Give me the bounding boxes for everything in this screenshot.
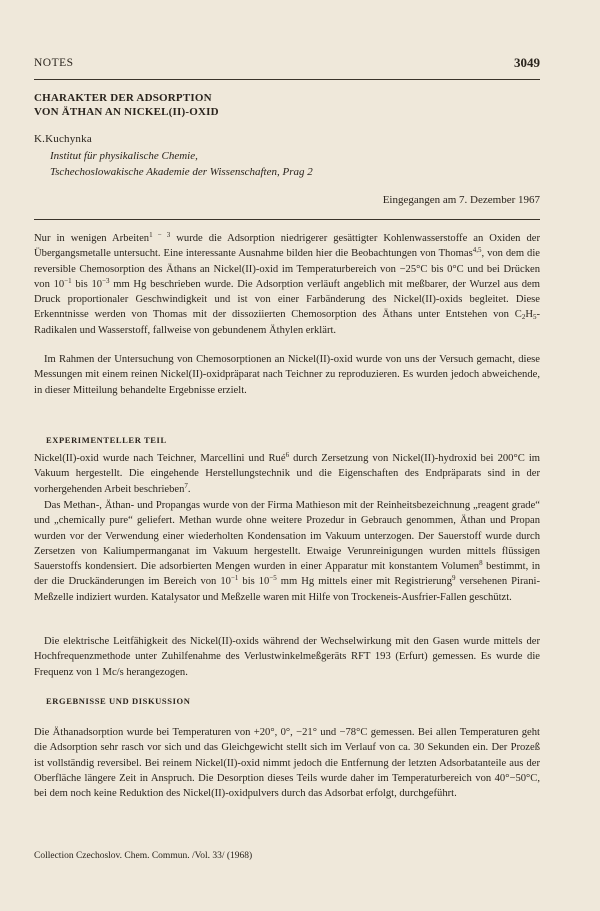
section-heading-experimental: EXPERIMENTELLER TEIL [46,435,167,445]
header-rule [34,79,540,80]
running-header [34,55,540,77]
intro-paragraph-1: Nur in wenigen Arbeiten$^{1 - 3}$ wurde die Adsorption niedrigerer gesättigter Kohlenwasserstoffe an Oxiden der Übergangsmetalle untersucht. Eine interessante Ausnahme bilden hier die Beobachtungen von Thomas$^{4,5}$, von dem die reversible Chemosorption des Äthans an Nickel(II)-oxid im Temperaturbereich von −25°C bis 0°C und bei Drücken von $10^{-1}$ bis $10^{-3}$ mm Hg beschrieben wurde. Die Adsorption verläuft angeblich mit meßbarer, der Wurzel aus dem Druck proportionaler Geschwindigkeit und ist von einer Farbänderung des Nickel(II)-oxids begleitet. Diese Erkenntnisse werden von Thomas mit der dissoziierten Chemosorption des Äthans unter Entstehen von $C_2H_5$-Radikalen und Wasserstoff, fallweise von gebundenem Äthylen erklärt. [34,231,540,336]
title-line-2: VON ÄTHAN AN NICKEL(II)-OXID [34,106,219,118]
results-paragraph-1: Die Äthanadsorption wurde bei Temperaturen von +20°, 0°, −21° und −78°C gemessen. Bei allen Temperaturen geht die Adsorption sehr rasch vor sich und das Gleichgewicht stellt sich im Verlauf von ca. 30 Sekunden ein. Der Prozeß ist vollständig reversibel. Bei reinem Nickel(II)-oxid nimmt jedoch die Entfernung der letzten Adsorbatanteile aus der Oberfläche längere Zeit in Anspruch. Die Desorption dieses Teils wurde daher im Temperaturbereich von 40°−50°C, bei dem noch keine Reduktion des Nickel(II)-oxidpulvers durch das Adsorbat erfolgt, durchgeführt. [34,727,540,800]
affiliation [50,149,313,180]
page-number: 3049 [514,55,540,70]
experimental-paragraph-3: Die elektrische Leitfähigkeit des Nickel(II)-oxids während der Wechselwirkung mit den Gasen wurde mittels der Hochfrequenzmethode unter Zuhilfenahme des Verlustwinkelmeßgeräts RFT 193 (Erfurt) gemessen. Es wurde die Frequenz von 1 Mc/s herangezogen. [34,636,540,678]
affiliation-line-1: Institut für physikalische Chemie, [50,150,198,162]
section-label: NOTES [34,57,74,69]
affiliation-line-2: Tschechoslowakische Akademie der Wissenschaften, Prag 2 [50,165,313,178]
article-title [34,91,219,119]
received-date: Eingegangen am 7. Dezember 1967 [382,194,540,206]
author-name: K.Kuchynka [34,133,92,145]
experimental-paragraph-1: Nickel(II)-oxid wurde nach Teichner, Marcellini und Rué$^6$ durch Zersetzung von Nickel(II)-hydroxid bei 200°C im Vakuum hergestellt. Die eingehende Herstellungstechnik und die Eigenschaften des Endpräparats sind in der vorhergehenden Arbeit beschrieben$^7$. [34,451,540,495]
intro-paragraph-2: Im Rahmen der Untersuchung von Chemosorptionen an Nickel(II)-oxid wurde von uns der Versuch gemacht, diese Messungen mit einem reinen Nickel(II)-oxidpräparat nach Teichner zu reproduzieren. Es wurden jedoch abweichende, in dieser Mitteilung behandelte Ergebnisse erzielt. [34,354,540,396]
title-line-1: CHARAKTER DER ADSORPTION [34,92,212,104]
experimental-paragraph-2: Das Methan-, Äthan- und Propangas wurde von der Firma Mathieson mit der Reinheitsbezeichnung „reagent grade“ und „chemically pure“ geliefert. Methan wurde ohne weitere Prozedur in Gebrauch genommen, Äthan und Propan wurden vor der Verwendung einer wiederholten Kondensation im Vakuum unterzogen. Der Sauerstoff wurde durch Zersetzen von Kaliumpermanganat im Vakuum hergestellt. Etwaige Verunreinigungen wurden mittels flüssigen Sauerstoffs kondensiert. Die adsorbierten Mengen wurden in einer Apparatur mit konstantem Volumen$^8$ bestimmt, in der die Druckänderungen im Bereich von $10^{-1}$ bis $10^{-5}$ mm Hg mittels einer mit Registrierung$^9$ versehenen Pirani-Meßzelle indiziert wurden. Katalysator und Meßzelle waren mit Hilfe von Trockeneis-Ausfrier-Fallen geschützt. [34,500,541,603]
abstract-rule [34,219,540,220]
journal-citation-footer: Collection Czechoslov. Chem. Commun. /Vol. 33/ (1968) [34,851,253,861]
section-heading-results: ERGEBNISSE UND DISKUSSION [46,696,191,706]
